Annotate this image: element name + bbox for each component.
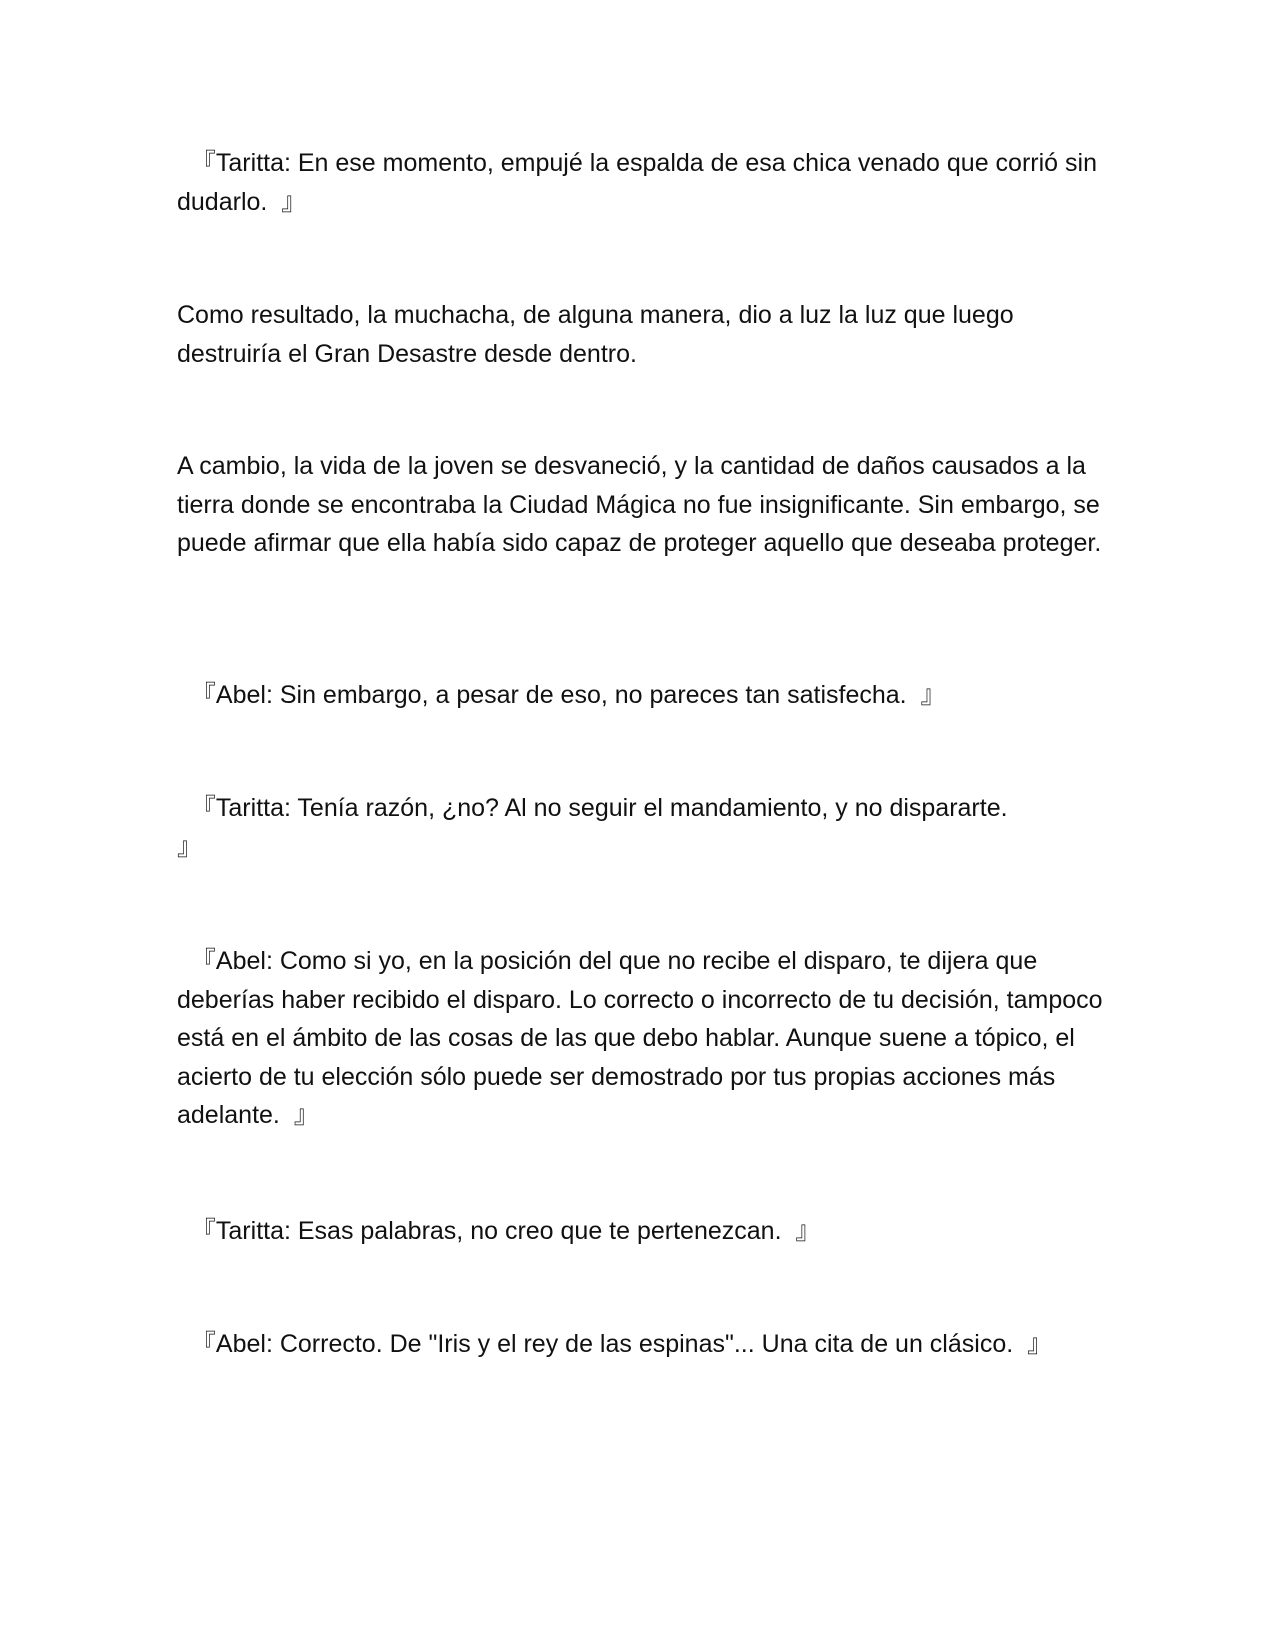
paragraph-taritta-dialogue-2: 『Taritta: Tenía razón, ¿no? Al no seguir el mandamiento, y no dispararte. 』 xyxy=(177,794,1008,861)
paragraph-narration-1: Como resultado, la muchacha, de alguna manera, dio a luz la luz que luego destruiría el Gran Desastre desde dentro. xyxy=(177,301,1021,368)
paragraph-abel-dialogue-3: 『Abel: Correcto. De "Iris y el rey de las espinas"... Una cita de un clásico. 』 xyxy=(177,1330,1053,1358)
paragraph-abel-dialogue-2: 『Abel: Como si yo, en la posición del que no recibe el disparo, te dijera que deberías haber recibido el disparo. Lo correcto o incorrecto de tu decisión, tampoco está en el ámbito de las cosas de las que debo hablar. Aunque suene a tópico, el acierto de tu elección sólo puede ser demostrado por tus propias acciones más adelante. 』 xyxy=(177,947,1110,1129)
paragraph-narration-2: A cambio, la vida de la joven se desvaneció, y la cantidad de daños causados a la tierra donde se encontraba la Ciudad Mágica no fue insignificante. Sin embargo, se puede afirmar que ella había sido capaz de proteger aquello que deseaba proteger. xyxy=(177,452,1107,557)
paragraph-taritta-dialogue-1: 『Taritta: En ese momento, empujé la espalda de esa chica venado que corrió sin dudarlo. 』 xyxy=(177,149,1104,216)
paragraph-abel-dialogue-1: 『Abel: Sin embargo, a pesar de eso, no pareces tan satisfecha. 』 xyxy=(177,681,946,709)
paragraph-taritta-dialogue-3: 『Taritta: Esas palabras, no creo que te pertenezcan. 』 xyxy=(177,1217,821,1245)
